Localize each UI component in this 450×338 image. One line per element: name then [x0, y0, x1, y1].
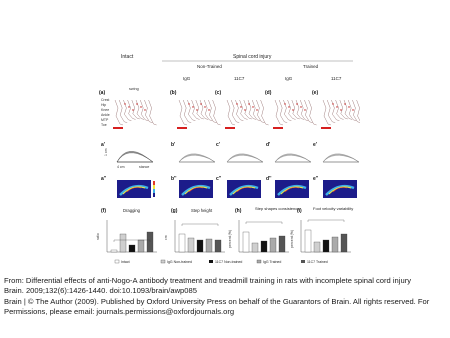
heatmap-colorbar-segment — [153, 193, 155, 197]
bar — [129, 245, 135, 252]
figure-svg — [87, 52, 360, 270]
stick-figure-joint-dot — [144, 109, 145, 110]
bar — [179, 234, 185, 252]
joint-label-hip: Hip — [101, 103, 107, 107]
stick-figure-joint-dot — [300, 106, 301, 107]
stick-figure-joint-dot — [236, 103, 237, 104]
row-label-a1: a' — [101, 142, 105, 148]
stick-figure-joint-dot — [336, 106, 337, 107]
row-label-e: (e) — [312, 90, 319, 96]
column-label-3: IgG — [285, 76, 293, 81]
stick-figure-joint-dot — [288, 106, 289, 107]
legend-label-igg-nt: IgG Non-trained — [167, 260, 192, 264]
row-label-d2: d'' — [266, 176, 272, 182]
stick-figure-joint-dot — [332, 103, 333, 104]
heatmap-background — [117, 180, 151, 198]
heatmap-background — [323, 180, 357, 198]
scale-label-height: 1 cm — [104, 148, 108, 156]
bar — [261, 241, 267, 252]
bar — [197, 240, 203, 252]
stick-figure-joint-dot — [292, 109, 293, 110]
stick-figure-joint-dot — [128, 106, 129, 107]
figure-background — [87, 52, 360, 270]
stick-figure-joint-dot — [284, 103, 285, 104]
stick-figure-joint-dot — [240, 106, 241, 107]
bar — [215, 240, 221, 252]
legend-label-11c7-nt: 11C7 Non-trained — [215, 260, 243, 264]
joint-label-mtp: MTP — [101, 118, 109, 122]
row-label-c: (c) — [215, 90, 222, 96]
legend-swatch-11c7-nt — [209, 260, 213, 263]
figure — [87, 52, 360, 270]
header-trained: Trained — [303, 64, 319, 69]
heatmap-background — [179, 180, 213, 198]
stick-figure-joint-dot — [296, 103, 297, 104]
phase-label-stance: stance — [139, 165, 150, 169]
heatmap-background — [275, 180, 309, 198]
stick-figure-joint-dot — [200, 103, 201, 104]
stick-figure-joint-dot — [208, 109, 209, 110]
joint-label-crest: Crest — [101, 98, 110, 102]
joint-label-toe: Toe — [101, 123, 107, 127]
stick-figure-joint-dot — [248, 103, 249, 104]
panel-title-g: Step height — [191, 208, 213, 213]
panel-ylabel-f: ratio — [96, 233, 100, 240]
bar — [305, 230, 311, 252]
caption-citation: Brain. 2009;132(6):1426-1440. doi:10.1093/brain/awp085 — [4, 286, 197, 296]
panel-title-i: Foot velocity variability — [313, 206, 354, 211]
stick-figure-joint-dot — [244, 109, 245, 110]
bar — [314, 242, 320, 252]
column-label-2: 11C7 — [234, 76, 245, 81]
caption-title: From: Differential effects of anti-Nogo-A antibody treatment and treadmill training in rats with incomplete spinal cord injury — [4, 276, 412, 285]
panel-ylabel-h: percent (%) — [228, 229, 232, 248]
panel-ylabel-i: percent (%) — [290, 229, 294, 248]
row-label-d: (d) — [265, 90, 272, 96]
row-label-e1: e' — [313, 142, 317, 148]
legend-swatch-11c7-t — [301, 260, 305, 263]
panel-letter-i: (i) — [297, 208, 302, 214]
stick-figure-joint-dot — [352, 109, 353, 110]
bar — [270, 238, 276, 252]
row-label-a: (a) — [99, 90, 106, 96]
joint-label-knee: Knee — [101, 108, 110, 112]
header-sci: Spinal cord injury — [233, 54, 272, 60]
heatmap-colorbar-segment — [153, 181, 155, 185]
bar — [120, 234, 126, 252]
row-label-b1: b' — [171, 142, 176, 148]
stick-figure-joint-dot — [256, 109, 257, 110]
bar — [206, 239, 212, 252]
bar — [111, 250, 117, 252]
panel-letter-g: (g) — [171, 208, 178, 214]
caption — [4, 276, 446, 317]
stick-figure-joint-dot — [340, 109, 341, 110]
bar — [188, 238, 194, 252]
stick-figure-joint-dot — [196, 109, 197, 110]
heatmap-background — [227, 180, 261, 198]
panel-letter-h: (h) — [235, 208, 242, 214]
stick-figure-joint-dot — [140, 106, 141, 107]
row-label-e2: e'' — [313, 176, 319, 182]
stick-figure-joint-dot — [136, 103, 137, 104]
legend-label-igg-t: IgG Trained — [263, 260, 282, 264]
legend-swatch-igg-t — [257, 260, 261, 263]
row-label-c1: c' — [216, 142, 220, 148]
bar — [279, 236, 285, 252]
legend-label-intact: Intact — [121, 260, 130, 264]
stick-figure-joint-dot — [252, 106, 253, 107]
row-label-d1: d' — [266, 142, 271, 148]
header-non-trained: Non-Trained — [197, 64, 222, 69]
bar — [243, 232, 249, 252]
stick-figure-joint-dot — [344, 103, 345, 104]
heatmap-colorbar-segment — [153, 189, 155, 193]
row-label-b2: b'' — [171, 176, 177, 182]
panel-title-h: Step shapes consistency — [255, 206, 300, 211]
row-label-b: (b) — [170, 90, 177, 96]
column-label-1: IgG — [183, 76, 191, 81]
bar — [341, 234, 347, 252]
legend-swatch-intact — [115, 260, 119, 263]
row-label-a2: a'' — [101, 176, 107, 182]
stick-figure-joint-dot — [132, 109, 133, 110]
bar — [332, 237, 338, 252]
header-intact: Intact — [121, 54, 134, 60]
legend-label-11c7-t: 11C7 Trained — [307, 260, 328, 264]
phase-label-swing: swing — [129, 87, 139, 91]
panel-title-f: Dragging — [123, 208, 140, 213]
bar — [252, 243, 258, 252]
joint-label-ankle: Ankle — [101, 113, 110, 117]
bar — [138, 240, 144, 252]
stick-figure-joint-dot — [204, 106, 205, 107]
stick-figure-joint-dot — [348, 106, 349, 107]
stick-figure-joint-dot — [188, 103, 189, 104]
row-label-c2: c'' — [216, 176, 222, 182]
bar — [323, 240, 329, 252]
panel-ylabel-g: cm — [164, 235, 168, 240]
stick-figure-joint-dot — [192, 106, 193, 107]
scale-label-length: 4 cm — [117, 165, 125, 169]
panel-letter-f: (f) — [101, 208, 106, 214]
legend-swatch-igg-nt — [161, 260, 165, 263]
stick-figure-joint-dot — [124, 103, 125, 104]
heatmap-colorbar-segment — [153, 185, 155, 189]
caption-copyright: Brain | © The Author (2009). Published by Oxford University Press on behalf of the Guarantors of Brain. All rights reserved. For Permissions, please email: journals.permissions@oxfordjournals.org — [4, 296, 430, 316]
stick-figure-joint-dot — [304, 109, 305, 110]
column-label-4: 11C7 — [331, 76, 342, 81]
